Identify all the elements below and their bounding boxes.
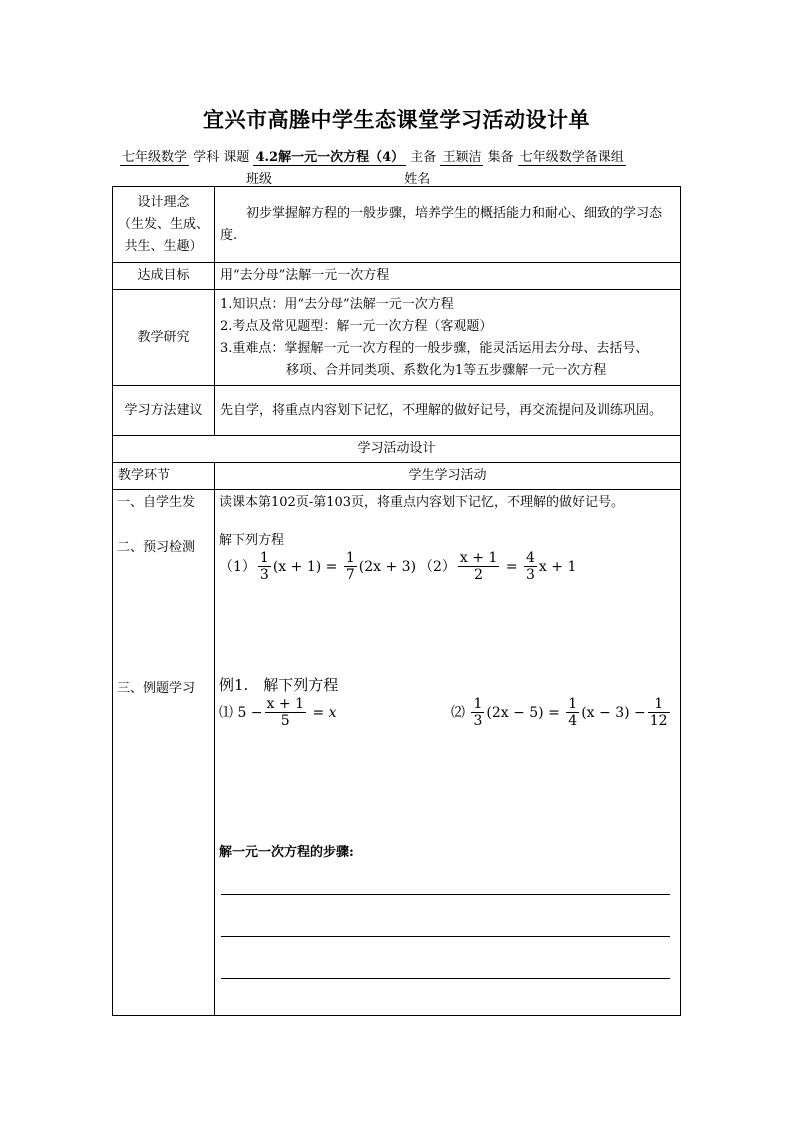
- name-field[interactable]: [430, 172, 554, 187]
- topic: 4.2解一元一次方程（4）: [255, 150, 405, 165]
- col-activity-header: 学生学习活动: [215, 463, 681, 490]
- column-header-row: [113, 463, 681, 490]
- answer-lines: [219, 871, 676, 979]
- example-heading: 例1. 解下列方程: [219, 676, 339, 694]
- research-label: 教学研究: [113, 290, 215, 386]
- answer-line[interactable]: [221, 871, 670, 895]
- subject-label: 学科: [193, 150, 220, 165]
- example-problem-1: ⑴ 5 − $\frac{x + 1}{5}$ = x: [219, 696, 337, 729]
- stage-example-study: 三、例题学习: [117, 681, 196, 696]
- fraction: $\frac{1}{12}$: [649, 696, 668, 729]
- concept-label: 设计理念 （生发、生成、 共生、生趣）: [113, 187, 215, 263]
- activity-design-table: [112, 186, 681, 1016]
- solve-heading: 解下列方程: [219, 533, 285, 548]
- research-item-1: 1.知识点：用“去分母”法解一元一次方程: [220, 296, 454, 312]
- design-header-row: [113, 436, 681, 463]
- method-label: 学习方法建议: [113, 386, 215, 436]
- prep-group: 七年级数学备课组: [519, 150, 624, 165]
- steps-heading: 解一元一次方程的步骤:: [219, 845, 354, 860]
- fraction: $\frac{1}{7}$: [345, 550, 355, 583]
- design-header: 学习活动设计: [113, 436, 681, 463]
- concept-row: [113, 187, 681, 263]
- fraction: $\frac{x + 1}{2}$: [459, 550, 498, 583]
- stage-self-study: 一、自学生发: [117, 495, 196, 510]
- research-item-3: 3.重难点：掌握解一元一次方程的一般步骤，能灵活运用去分母、去括号、: [220, 340, 649, 356]
- course-meta: [120, 146, 680, 165]
- class-field[interactable]: [272, 172, 378, 187]
- preview-problem-1: （1） $\frac{1}{3}$ (x + 1) = $\frac{1}{7}$ (2x + 3): [219, 550, 417, 583]
- activity-column: [215, 490, 681, 1016]
- class-label: 班级: [246, 172, 273, 187]
- goal-label: 达成目标: [113, 263, 215, 290]
- grade-subject: 七年级数学: [122, 150, 188, 165]
- lead-label: 主备: [410, 150, 437, 165]
- student-info: [246, 168, 554, 187]
- goal-text: 用“去分母”法解一元一次方程: [215, 263, 681, 290]
- preview-problem-2: （2） $\frac{x + 1}{2}$ = $\frac{4}{3}$ x + 1: [419, 550, 577, 583]
- fraction: $\frac{1}{3}$: [473, 696, 483, 729]
- research-content: [215, 290, 681, 386]
- research-item-2: 2.考点及常见题型：解一元一次方程（客观题）: [220, 318, 493, 334]
- answer-line[interactable]: [221, 937, 670, 979]
- research-row: [113, 290, 681, 386]
- concept-text: 初步掌握解方程的一般步骤，培养学生的概括能力和耐心、细致的学习态度.: [215, 187, 681, 263]
- stage-preview-check: 二、预习检测: [117, 540, 196, 555]
- answer-line[interactable]: [221, 895, 670, 937]
- fraction: $\frac{4}{3}$: [526, 550, 535, 583]
- example-problem-2: ⑵ $\frac{1}{3}$ (2x − 5) = $\frac{1}{4}$ (x − 3) − $\frac{1}{12}$: [451, 696, 668, 729]
- name-label: 姓名: [404, 172, 431, 187]
- fraction: $\frac{x + 1}{5}$: [266, 696, 304, 729]
- page-title: 宜兴市高塍中学生态课堂学习活动设计单: [203, 107, 590, 132]
- research-item-3-cont: 移项、合并同类项、系数化为1等五步骤解一元一次方程: [286, 362, 607, 378]
- fraction: $\frac{1}{4}$: [568, 696, 578, 729]
- group-label: 集备: [487, 150, 514, 165]
- lead-teacher: 王颖洁: [442, 150, 482, 165]
- method-row: [113, 386, 681, 436]
- goal-row: [113, 263, 681, 290]
- reading-task: 读课本第102页-第103页，将重点内容划下记忆，不理解的做好记号。: [219, 495, 625, 510]
- topic-label: 课题: [223, 150, 250, 165]
- activity-row: [113, 490, 681, 1016]
- fraction: $\frac{1}{3}$: [259, 550, 269, 583]
- method-text: 先自学，将重点内容划下记忆，不理解的做好记号，再交流提问及训练巩固。: [215, 386, 681, 436]
- col-stage-header: 教学环节: [113, 463, 215, 490]
- stage-column: [113, 490, 215, 1016]
